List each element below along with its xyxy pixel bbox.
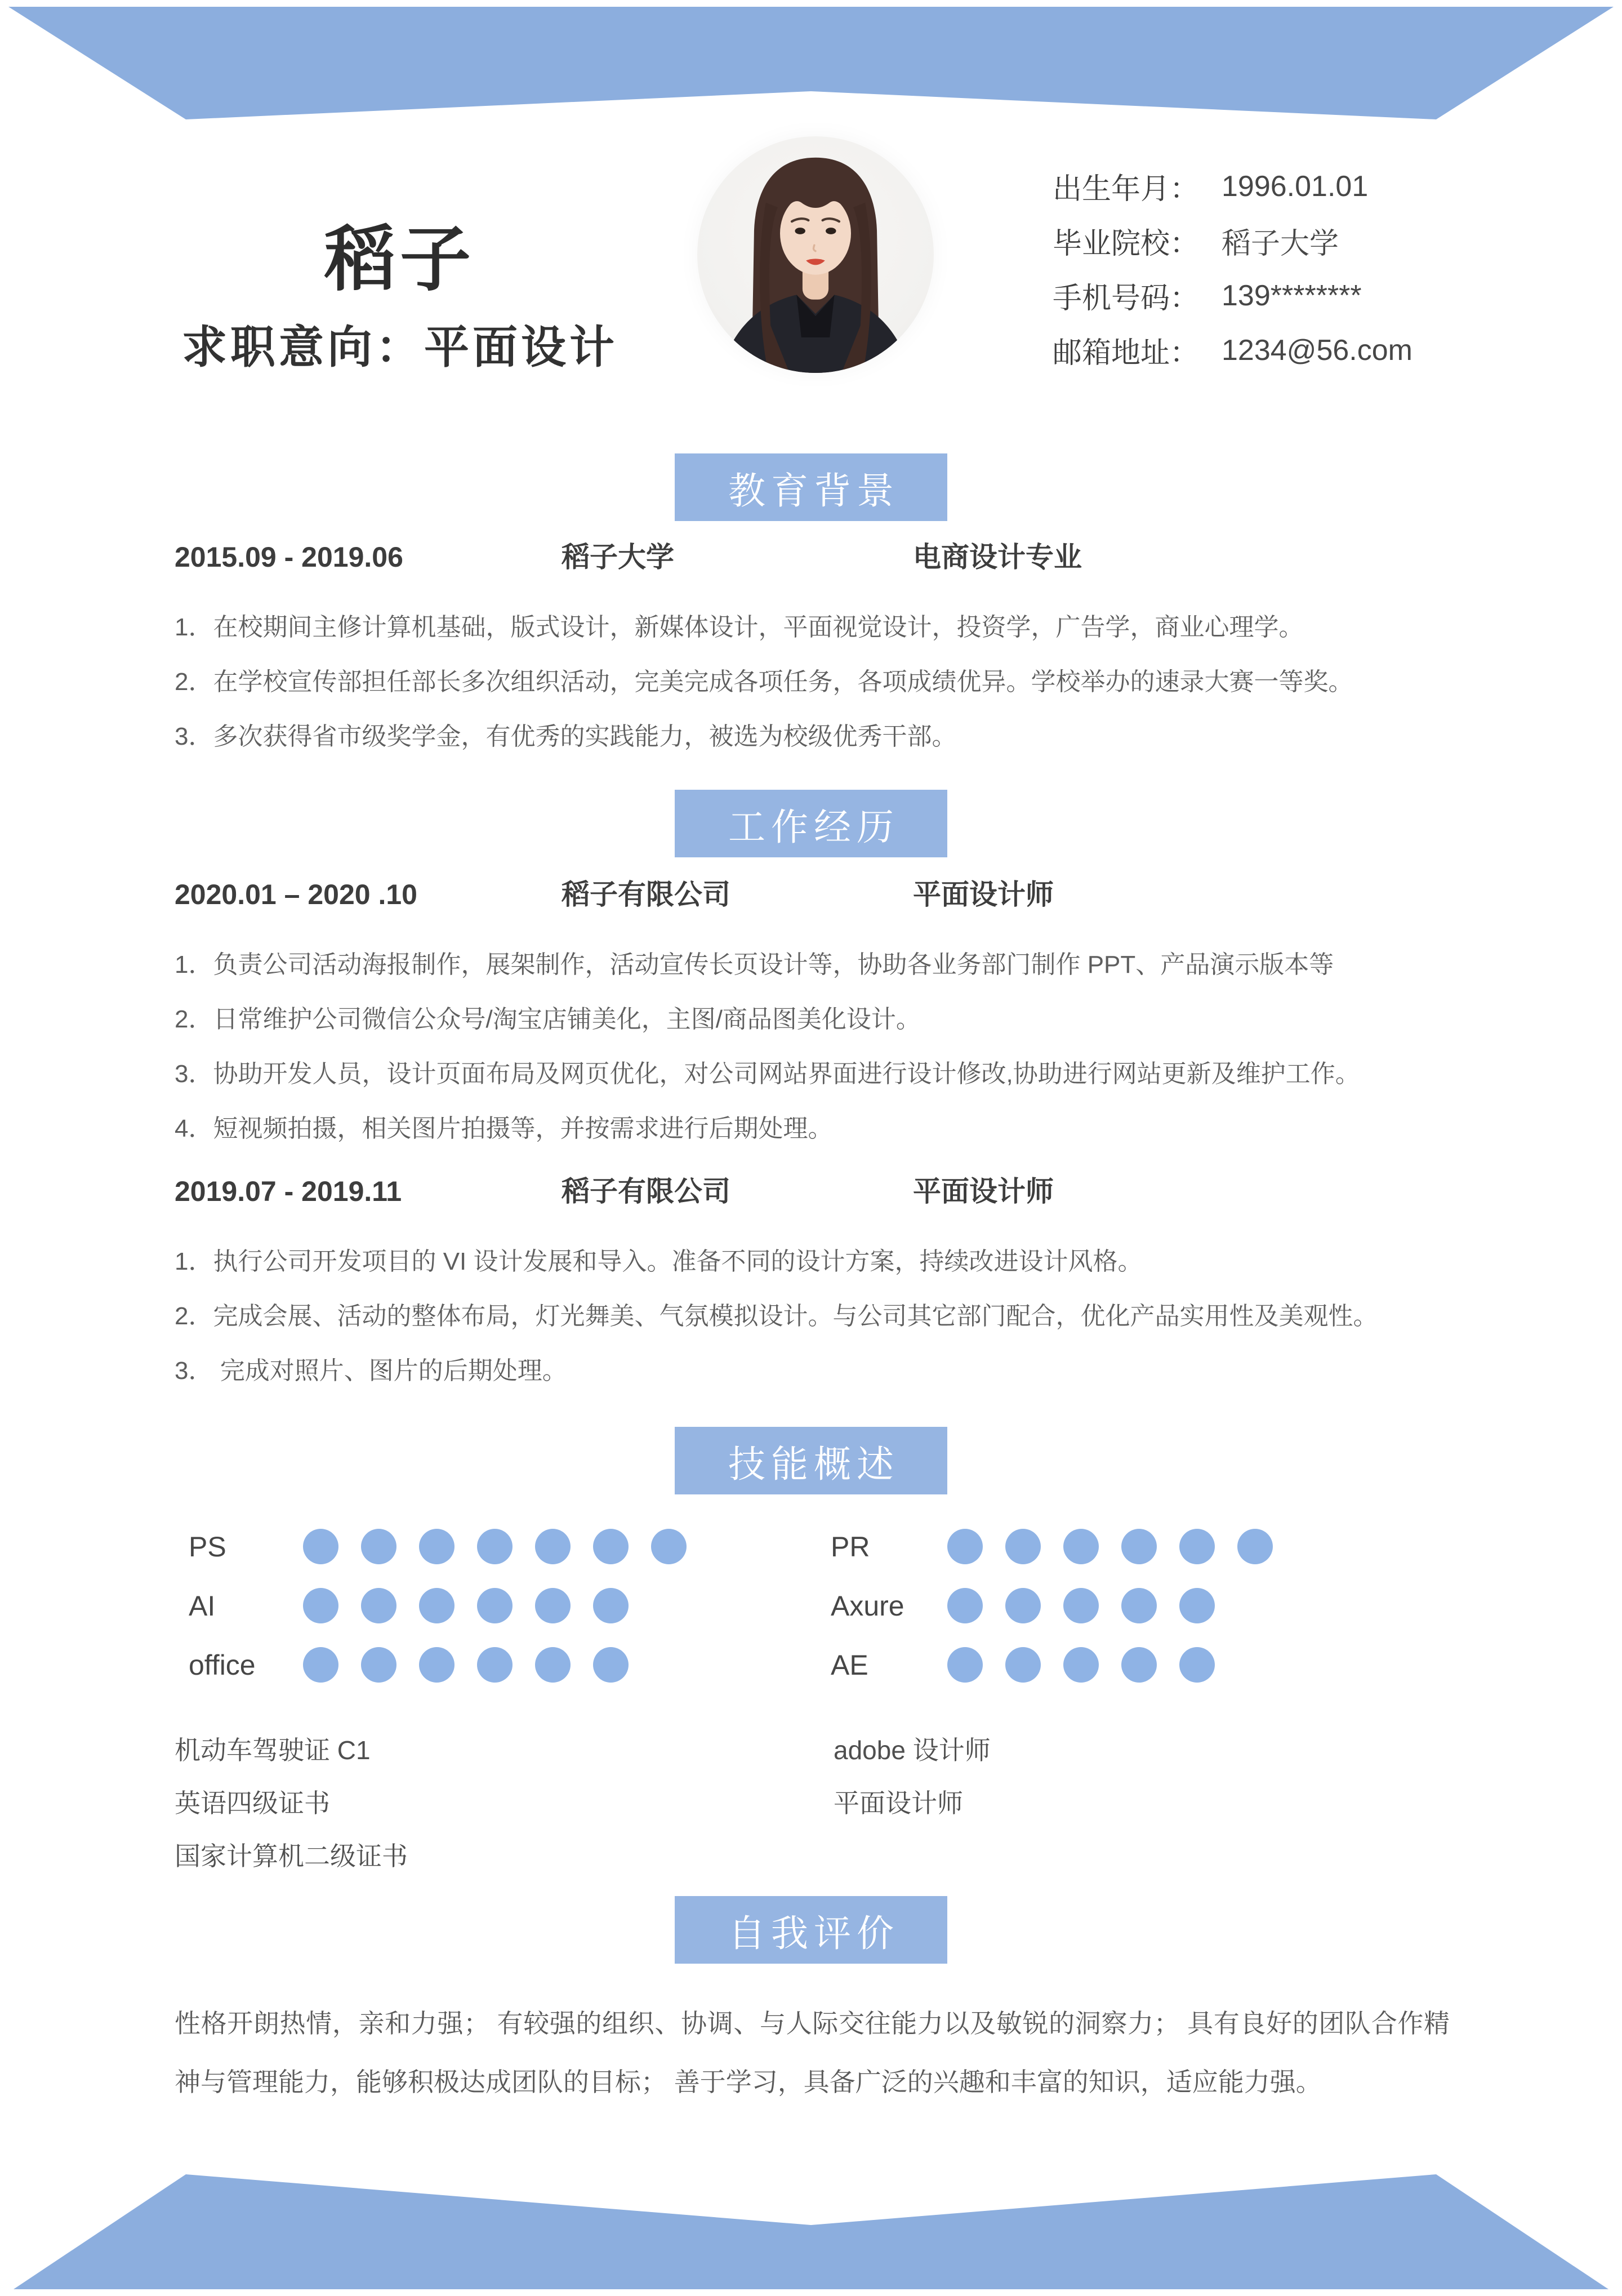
job-intent: 求职意向：平面设计 bbox=[182, 322, 618, 372]
skill-dot bbox=[303, 1529, 338, 1564]
skill-dot bbox=[419, 1588, 454, 1623]
contact-value: 139******** bbox=[1222, 279, 1362, 312]
skills-column-right bbox=[831, 1529, 1295, 1706]
skill-dot bbox=[1121, 1647, 1157, 1683]
contact-row bbox=[1053, 268, 1559, 323]
certificate-item: 机动车驾驶证 C1 bbox=[175, 1736, 371, 1765]
skill-label: AE bbox=[831, 1649, 868, 1681]
skill-row bbox=[831, 1588, 1295, 1623]
skill-dot bbox=[1121, 1588, 1157, 1623]
avatar-illustration bbox=[697, 136, 934, 373]
skill-level-dots bbox=[303, 1647, 651, 1683]
work-company: 稻子有限公司 bbox=[562, 1176, 730, 1207]
contact-info bbox=[1053, 159, 1559, 377]
skill-dot bbox=[535, 1529, 571, 1564]
skill-dot bbox=[361, 1529, 396, 1564]
contact-label: 毕业院校： bbox=[1053, 228, 1200, 260]
skill-dot bbox=[1237, 1529, 1273, 1564]
skills-column-left bbox=[189, 1529, 709, 1706]
work-bullet: 1．执行公司开发项目的 VI 设计发展和导入。准备不同的设计方案，持续改进设计风格。 bbox=[175, 1248, 1143, 1275]
work-role: 平面设计师 bbox=[913, 1176, 1054, 1207]
work-bullet: 4．短视频拍摄，相关图片拍摄等，并按需求进行后期处理。 bbox=[175, 1115, 833, 1142]
skill-level-dots bbox=[947, 1588, 1237, 1623]
skill-dot bbox=[593, 1529, 629, 1564]
section-title-education: 教育背景 bbox=[675, 453, 947, 521]
education-period: 2015.09 - 2019.06 bbox=[175, 541, 403, 573]
work-entry bbox=[175, 877, 1453, 1156]
skill-dot bbox=[947, 1529, 983, 1564]
candidate-name: 稻子 bbox=[324, 220, 475, 299]
certificate-item: 国家计算机二级证书 bbox=[175, 1841, 408, 1871]
education-section bbox=[175, 540, 1453, 764]
skill-dot bbox=[303, 1647, 338, 1683]
skill-row bbox=[831, 1647, 1295, 1683]
skill-row bbox=[189, 1588, 709, 1623]
contact-row bbox=[1053, 323, 1559, 377]
contact-label: 出生年月： bbox=[1053, 173, 1200, 206]
education-school: 稻子大学 bbox=[562, 541, 674, 573]
skill-dot bbox=[477, 1647, 513, 1683]
skill-label: office bbox=[189, 1649, 256, 1681]
skill-dot bbox=[1063, 1529, 1099, 1564]
skill-dot bbox=[593, 1588, 629, 1623]
skill-dot bbox=[593, 1647, 629, 1683]
certificates-left bbox=[175, 1724, 408, 1883]
education-bullet: 3．多次获得省市级奖学金，有优秀的实践能力，被选为校级优秀干部。 bbox=[175, 723, 957, 750]
skill-dot bbox=[361, 1647, 396, 1683]
work-role: 平面设计师 bbox=[913, 879, 1054, 910]
section-title-work: 工作经历 bbox=[675, 790, 947, 857]
skill-dot bbox=[1121, 1529, 1157, 1564]
work-company: 稻子有限公司 bbox=[562, 879, 730, 910]
skill-level-dots bbox=[303, 1529, 709, 1564]
skill-level-dots bbox=[947, 1529, 1295, 1564]
skill-dot bbox=[535, 1588, 571, 1623]
contact-label: 手机号码： bbox=[1053, 282, 1200, 315]
bottom-banner-shape bbox=[14, 2174, 1608, 2289]
education-bullets bbox=[175, 600, 1453, 764]
skill-row bbox=[189, 1647, 709, 1683]
self-evaluation-text: 性格开朗热情，亲和力强； 有较强的组织、协调、与人际交往能力以及敏锐的洞察力； 具有良好的团队合作精神与管理能力，能够积极达成团队的目标； 善于学习，具备广泛的兴趣和丰富的知识，适应能力强。 bbox=[175, 2009, 1450, 2097]
skill-dot bbox=[1179, 1588, 1215, 1623]
certificate-item: adobe 设计师 bbox=[834, 1736, 991, 1765]
profile-photo bbox=[697, 136, 934, 373]
certificate-item: 英语四级证书 bbox=[175, 1788, 330, 1818]
contact-value: 1996.01.01 bbox=[1222, 170, 1369, 203]
work-entry bbox=[175, 1174, 1453, 1398]
skill-row bbox=[831, 1529, 1295, 1564]
skill-label: Axure bbox=[831, 1590, 904, 1622]
skill-dot bbox=[477, 1588, 513, 1623]
contact-row bbox=[1053, 213, 1559, 268]
work-bullet: 3．协助开发人员，设计页面布局及网页优化，对公司网站界面进行设计修改,协助进行网站更新及维护工作。 bbox=[175, 1060, 1360, 1088]
work-entry-header bbox=[175, 1174, 1453, 1209]
skill-dot bbox=[947, 1647, 983, 1683]
work-bullet: 2．完成会展、活动的整体布局，灯光舞美、气氛模拟设计。与公司其它部门配合，优化产品实用性及美观性。 bbox=[175, 1302, 1378, 1330]
skill-dot bbox=[1063, 1588, 1099, 1623]
education-bullet: 1．在校期间主修计算机基础，版式设计，新媒体设计，平面视觉设计，投资学，广告学，商业心理学。 bbox=[175, 613, 1304, 641]
contact-label: 邮箱地址： bbox=[1053, 337, 1200, 370]
skill-dot bbox=[1179, 1529, 1215, 1564]
skill-dot bbox=[535, 1647, 571, 1683]
skill-dot bbox=[477, 1529, 513, 1564]
skill-level-dots bbox=[303, 1588, 651, 1623]
skill-label: PS bbox=[189, 1530, 226, 1563]
skill-row bbox=[189, 1529, 709, 1564]
section-title-self-evaluation: 自我评价 bbox=[675, 1896, 947, 1964]
work-bullet: 3． 完成对照片、图片的后期处理。 bbox=[175, 1357, 567, 1385]
certificate-item: 平面设计师 bbox=[834, 1788, 963, 1818]
section-title-skills: 技能概述 bbox=[675, 1427, 947, 1494]
skill-dot bbox=[947, 1588, 983, 1623]
skill-dot bbox=[419, 1647, 454, 1683]
skill-dot bbox=[1179, 1647, 1215, 1683]
education-entry bbox=[175, 540, 1453, 575]
work-bullets bbox=[175, 937, 1453, 1156]
skill-dot bbox=[651, 1529, 687, 1564]
certificates-right bbox=[834, 1724, 991, 1830]
work-period: 2020.01 – 2020 .10 bbox=[175, 879, 417, 910]
contact-row bbox=[1053, 159, 1559, 213]
work-bullets bbox=[175, 1234, 1453, 1398]
skill-dot bbox=[1005, 1647, 1041, 1683]
skill-dot bbox=[1005, 1588, 1041, 1623]
skill-dot bbox=[419, 1529, 454, 1564]
education-bullet: 2．在学校宣传部担任部长多次组织活动，完美完成各项任务，各项成绩优异。学校举办的速录大赛一等奖。 bbox=[175, 668, 1353, 696]
contact-value: 稻子大学 bbox=[1222, 228, 1339, 260]
work-bullet: 1．负责公司活动海报制作，展架制作，活动宣传长页设计等，协助各业务部门制作 PPT、产品演示版本等 bbox=[175, 951, 1334, 978]
skill-label: PR bbox=[831, 1530, 870, 1563]
skill-label: AI bbox=[189, 1590, 216, 1622]
education-major: 电商设计专业 bbox=[913, 541, 1082, 573]
skill-dot bbox=[1005, 1529, 1041, 1564]
work-section bbox=[175, 877, 1453, 1416]
work-entry-header bbox=[175, 877, 1453, 912]
skill-dot bbox=[303, 1588, 338, 1623]
top-banner-shape bbox=[8, 7, 1614, 119]
skill-level-dots bbox=[947, 1647, 1237, 1683]
contact-value: 1234@56.com bbox=[1222, 333, 1412, 367]
skill-dot bbox=[1063, 1647, 1099, 1683]
work-bullet: 2．日常维护公司微信公众号/淘宝店铺美化，主图/商品图美化设计。 bbox=[175, 1005, 921, 1033]
work-period: 2019.07 - 2019.11 bbox=[175, 1176, 402, 1207]
skill-dot bbox=[361, 1588, 396, 1623]
